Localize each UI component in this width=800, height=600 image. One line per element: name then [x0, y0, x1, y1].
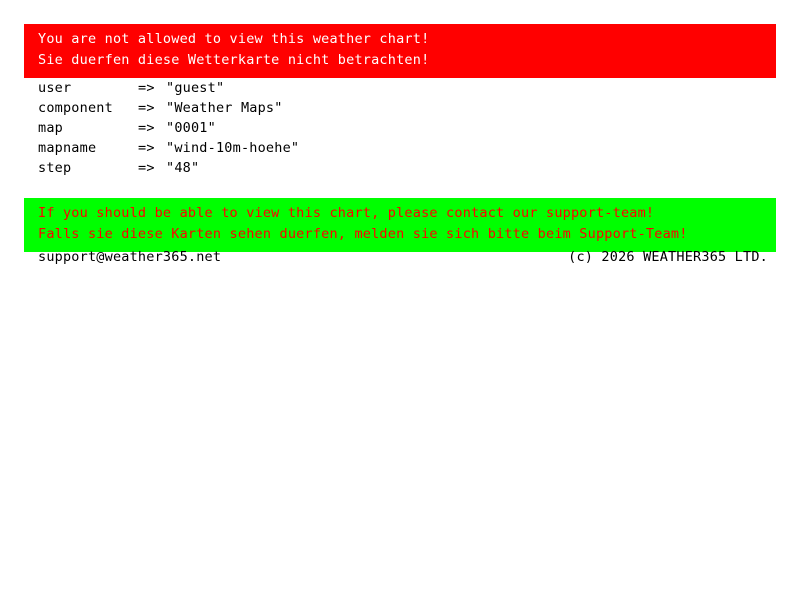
param-value-map: "0001" — [166, 120, 216, 136]
table-row — [38, 100, 299, 120]
param-arrow: => — [138, 160, 155, 176]
error-banner — [24, 24, 776, 78]
table-row — [38, 140, 299, 160]
info-banner — [24, 198, 776, 252]
param-value-component: "Weather Maps" — [166, 100, 283, 116]
param-value-step: "48" — [166, 160, 200, 176]
info-banner-line-de: Falls sie diese Karten sehen duerfen, melden sie sich bitte beim Support-Team! — [38, 226, 688, 242]
param-arrow: => — [138, 140, 155, 156]
param-key-component: component — [38, 100, 113, 116]
table-row — [38, 80, 299, 100]
info-banner-line-en: If you should be able to view this chart, please contact our support-team! — [38, 205, 655, 221]
param-value-user: "guest" — [166, 80, 225, 96]
table-row — [38, 160, 299, 180]
param-arrow: => — [138, 100, 155, 116]
param-key-map: map — [38, 120, 63, 136]
param-value-mapname: "wind-10m-hoehe" — [166, 140, 300, 156]
support-email[interactable]: support@weather365.net — [38, 249, 222, 265]
error-banner-line-de: Sie duerfen diese Wetterkarte nicht betrachten! — [38, 52, 430, 68]
param-arrow: => — [138, 80, 155, 96]
param-key-step: step — [38, 160, 72, 176]
error-banner-line-en: You are not allowed to view this weather chart! — [38, 31, 430, 47]
param-key-user: user — [38, 80, 72, 96]
copyright-notice: (c) 2026 WEATHER365 LTD. — [568, 249, 768, 265]
page-footer — [38, 249, 768, 265]
table-row — [38, 120, 299, 140]
parameter-table — [38, 80, 299, 180]
param-arrow: => — [138, 120, 155, 136]
param-key-mapname: mapname — [38, 140, 97, 156]
